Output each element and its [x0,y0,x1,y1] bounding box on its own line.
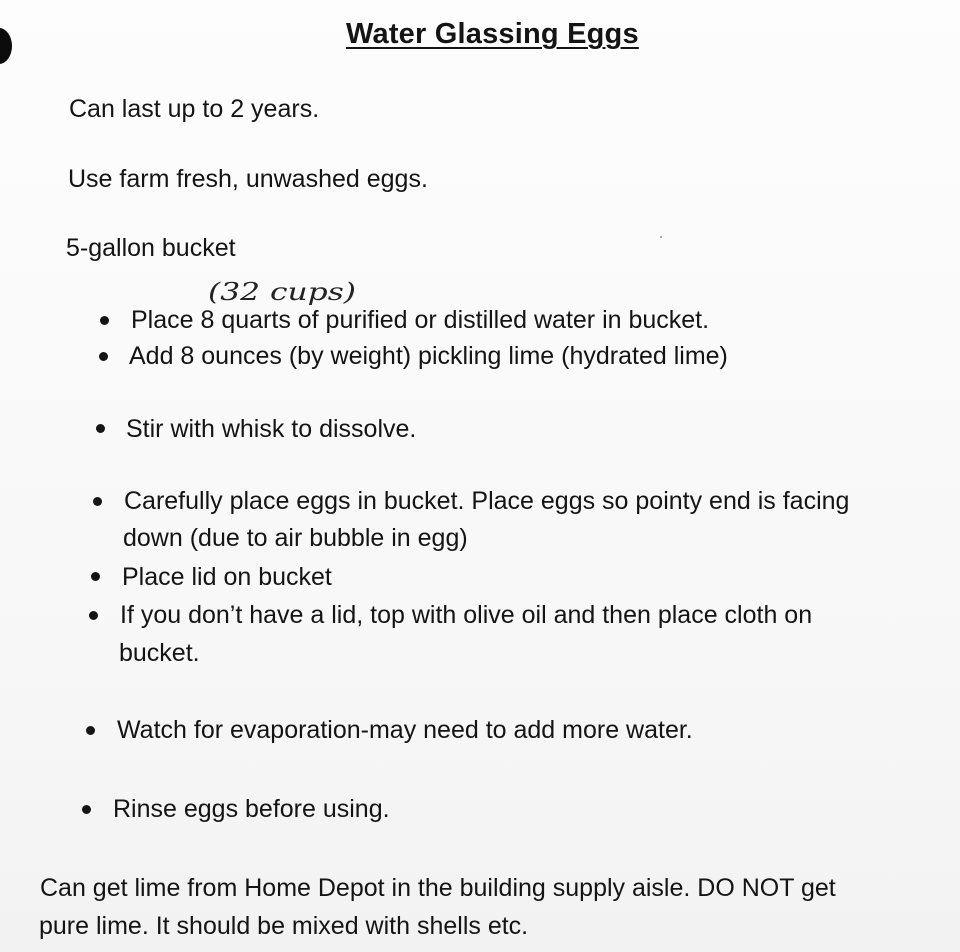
list-bullet [96,424,105,433]
list-bullet [82,805,91,814]
list-bullet [99,352,108,361]
footer-line: pure lime. It should be mixed with shells etc. [39,912,529,940]
binder-hole [0,28,12,64]
handwritten-note-text: (32 cups) [208,278,356,306]
handwritten-note [204,270,364,310]
list-item: Watch for evaporation-may need to add more water. [117,716,693,744]
intro-egg-type: Use farm fresh, unwashed eggs. [68,165,428,193]
list-bullet [89,611,98,620]
paper-speck [660,236,662,238]
list-bullet [91,572,100,581]
list-item: Add 8 ounces (by weight) pickling lime (hydrated lime) [129,342,728,370]
list-item: Rinse eggs before using. [113,795,390,823]
list-item: Carefully place eggs in bucket. Place eggs so pointy end is facing [124,487,850,515]
list-bullet [100,316,109,325]
intro-bucket: 5-gallon bucket [66,234,236,262]
list-bullet [93,497,102,506]
list-item: If you don’t have a lid, top with olive oil and then place cloth on [120,601,813,629]
document-title: Water Glassing Eggs [346,18,639,50]
list-bullet [86,726,95,735]
list-item-continuation: down (due to air bubble in egg) [123,524,468,552]
list-item-continuation: bucket. [119,639,200,667]
intro-shelf-life: Can last up to 2 years. [69,95,320,123]
list-item: Place 8 quarts of purified or distilled water in bucket. [131,306,710,334]
list-item: Stir with whisk to dissolve. [126,415,417,443]
footer-line: Can get lime from Home Depot in the building supply aisle. DO NOT get [40,874,836,902]
list-item: Place lid on bucket [122,563,332,591]
